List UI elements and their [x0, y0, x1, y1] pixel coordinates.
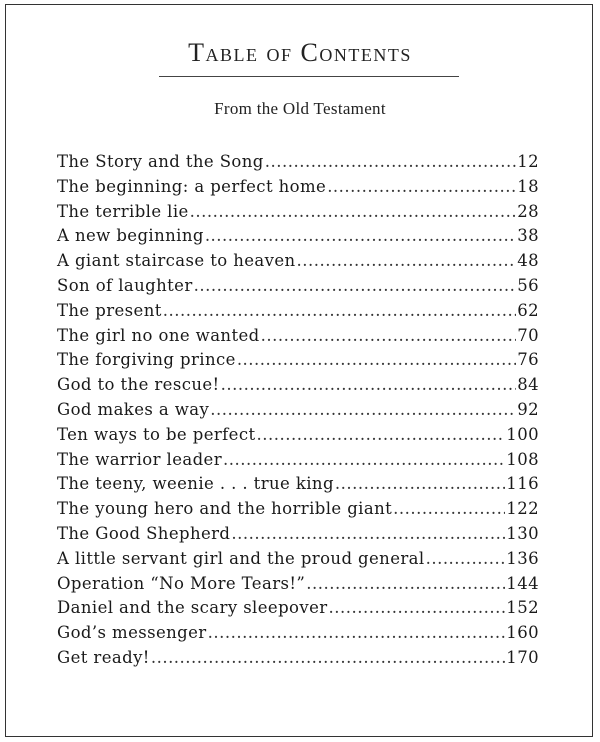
toc-entry-title: The forgiving prince — [57, 350, 236, 370]
page-title: Table of Contents — [188, 38, 412, 67]
toc-page-number: 18 — [517, 176, 539, 196]
dot-leader — [231, 522, 505, 547]
toc-entry[interactable] — [57, 348, 539, 373]
toc-entry-title: The Good Shepherd — [57, 523, 231, 543]
toc-entry[interactable] — [57, 224, 539, 249]
toc-page-number: 38 — [517, 226, 539, 246]
toc-entry-title: God to the rescue! — [57, 375, 220, 395]
dot-leader — [194, 274, 517, 299]
toc-page-number: 84 — [517, 375, 539, 395]
dot-leader — [221, 373, 517, 398]
toc-entry[interactable] — [57, 572, 539, 597]
toc-entry-title: God’s messenger — [57, 623, 207, 643]
dot-leader — [297, 249, 517, 274]
toc-entry-title: Ten ways to be perfect — [57, 424, 256, 444]
toc-entry-title: Operation “No More Tears!” — [57, 573, 306, 593]
toc-page-number: 48 — [517, 251, 539, 271]
table-of-contents — [57, 150, 539, 671]
dot-leader — [393, 497, 505, 522]
toc-entry[interactable] — [57, 423, 539, 448]
toc-entry[interactable] — [57, 150, 539, 175]
dot-leader — [151, 646, 505, 671]
dot-leader — [257, 423, 506, 448]
toc-entry[interactable] — [57, 472, 539, 497]
toc-entry[interactable] — [57, 646, 539, 671]
toc-page-number: 56 — [517, 275, 539, 295]
toc-entry[interactable] — [57, 274, 539, 299]
toc-page-number: 70 — [517, 325, 539, 345]
toc-page-number: 12 — [517, 152, 539, 171]
toc-page-number: 144 — [506, 573, 539, 593]
toc-entry-title: The young hero and the horrible giant — [57, 499, 393, 519]
dot-leader — [426, 547, 506, 572]
toc-page-number: 136 — [506, 548, 539, 568]
toc-entry-title: A giant staircase to heaven — [57, 251, 296, 271]
toc-page-number: 160 — [506, 623, 539, 643]
toc-entry-title: The girl no one wanted — [57, 325, 260, 345]
toc-entry[interactable] — [57, 448, 539, 473]
toc-entry-title: The Story and the Song — [57, 152, 264, 171]
toc-entry-title: Daniel and the scary sleepover — [57, 598, 328, 618]
toc-entry[interactable] — [57, 547, 539, 572]
toc-entry[interactable] — [57, 596, 539, 621]
dot-leader — [210, 398, 516, 423]
dot-leader — [265, 150, 516, 175]
toc-entry[interactable] — [57, 497, 539, 522]
toc-page-number: 92 — [517, 399, 539, 419]
toc-entry-title: Son of laughter — [57, 275, 193, 295]
dot-leader — [163, 299, 516, 324]
toc-entry-title: A new beginning — [57, 226, 204, 246]
dot-leader — [223, 448, 505, 473]
toc-entry[interactable] — [57, 299, 539, 324]
toc-entry[interactable] — [57, 398, 539, 423]
dot-leader — [237, 348, 516, 373]
toc-entry-title: The warrior leader — [57, 449, 223, 469]
toc-entry-title: A little servant girl and the proud general — [57, 548, 425, 568]
toc-page-number: 76 — [517, 350, 539, 370]
toc-page-number: 152 — [506, 598, 539, 618]
toc-entry-title: The terrible lie — [57, 201, 189, 221]
toc-entry[interactable] — [57, 373, 539, 398]
toc-page-number: 108 — [506, 449, 539, 469]
toc-entry[interactable] — [57, 324, 539, 349]
dot-leader — [329, 596, 506, 621]
dot-leader — [306, 572, 505, 597]
toc-entry[interactable] — [57, 175, 539, 200]
dot-leader — [205, 224, 516, 249]
dot-leader — [190, 200, 517, 225]
toc-entry[interactable] — [57, 522, 539, 547]
toc-entry-title: The teeny, weenie . . . true king — [57, 474, 334, 494]
toc-page-number: 122 — [506, 499, 539, 519]
dot-leader — [261, 324, 517, 349]
dot-leader — [335, 472, 505, 497]
dot-leader — [208, 621, 506, 646]
title-divider — [159, 76, 459, 77]
toc-page-number: 62 — [517, 300, 539, 320]
toc-page-number: 116 — [506, 474, 539, 494]
dot-leader — [327, 175, 516, 200]
toc-entry-title: God makes a way — [57, 399, 210, 419]
toc-entry[interactable] — [57, 200, 539, 225]
toc-page-number: 130 — [506, 523, 539, 543]
toc-page-number: 28 — [517, 201, 539, 221]
toc-page-number: 100 — [506, 424, 539, 444]
toc-page-number: 170 — [506, 647, 539, 667]
toc-entry[interactable] — [57, 249, 539, 274]
toc-entry-title: The present — [57, 300, 162, 320]
toc-entry-title: The beginning: a perfect home — [57, 176, 327, 196]
toc-entry[interactable] — [57, 621, 539, 646]
section-subtitle: From the Old Testament — [214, 99, 386, 118]
toc-entry-title: Get ready! — [57, 647, 150, 667]
